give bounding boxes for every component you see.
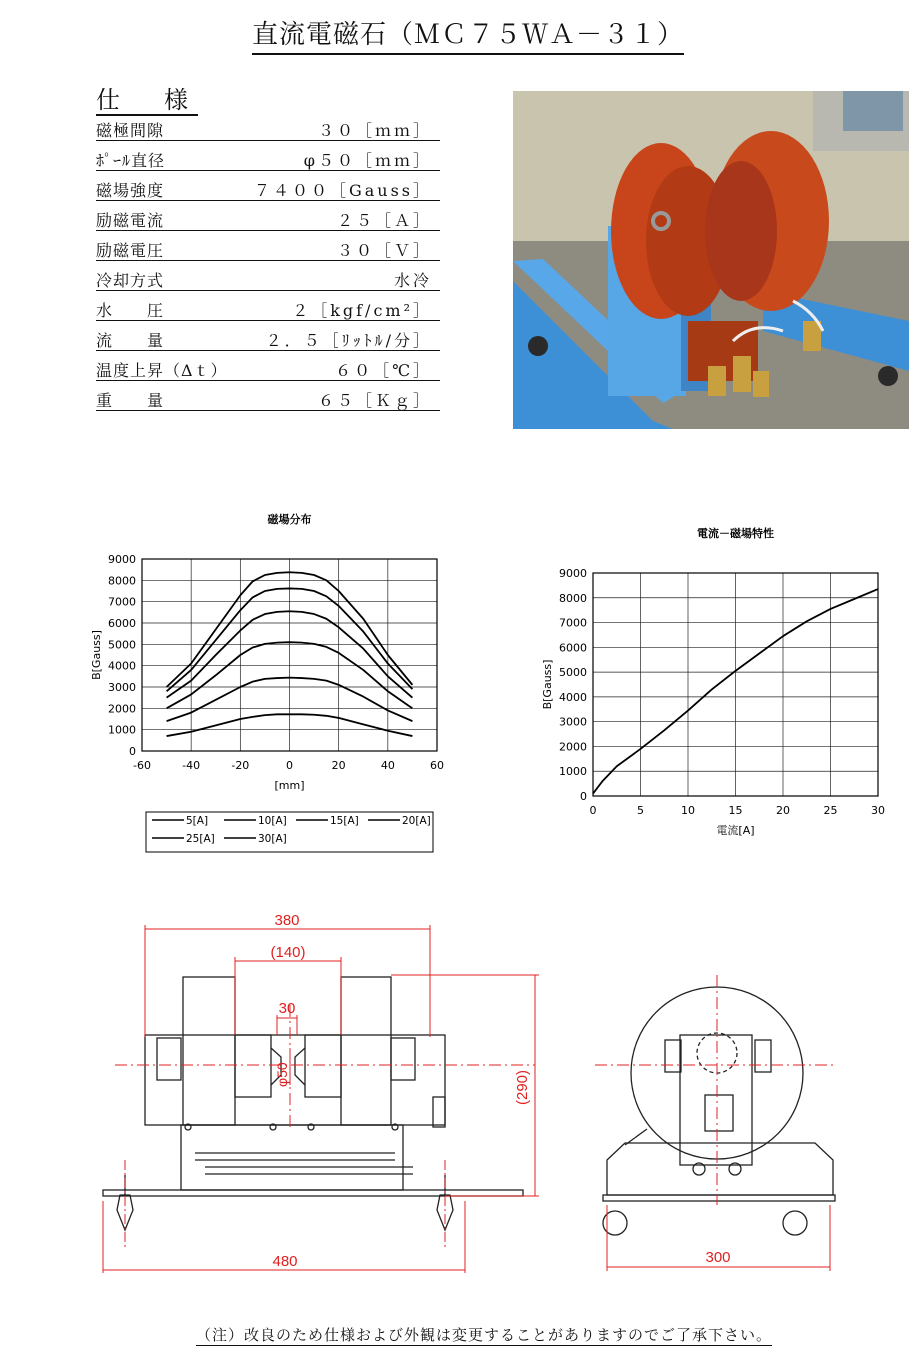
y-tick-label: 1000 — [559, 765, 587, 779]
y-tick-label: 1000 — [108, 723, 136, 737]
spec-value: ３０［ｍｍ］ — [317, 121, 432, 140]
x-axis-label: [mm] — [274, 779, 305, 792]
technical-drawing — [95, 905, 840, 1280]
spec-row — [96, 114, 440, 141]
spec-row — [96, 264, 440, 291]
y-tick-label: 2000 — [108, 702, 136, 716]
spec-label: 磁場強度 — [96, 181, 165, 200]
legend-label: 10[A] — [258, 815, 287, 827]
spec-label: 磁極間隙 — [96, 121, 165, 140]
x-tick-label: 20 — [776, 804, 790, 817]
x-tick-label: 60 — [430, 759, 444, 772]
spec-row — [96, 384, 440, 411]
chart-title: 電流－磁場特性 — [697, 527, 774, 540]
spec-label: 温度上昇（Δｔ） — [96, 361, 228, 380]
spec-value: ６０［℃］ — [335, 361, 432, 380]
spec-value: ７４００［Gauss］ — [253, 181, 432, 200]
x-tick-label: -20 — [231, 759, 250, 772]
page-title: 直流電磁石（ＭＣ７５ＷＡ－３１） — [252, 14, 684, 55]
current-field-chart — [525, 520, 895, 850]
y-tick-label: 6000 — [559, 641, 587, 655]
spec-row — [96, 294, 440, 321]
spec-row — [96, 354, 440, 381]
spec-row — [96, 324, 440, 351]
y-axis-label: B[Gauss] — [541, 659, 554, 710]
spec-value: ２．５［ﾘｯﾄﾙ/分］ — [265, 331, 432, 350]
spec-label: 励磁電圧 — [96, 241, 165, 260]
legend-label: 25[A] — [186, 833, 215, 845]
x-tick-label: 20 — [331, 759, 346, 772]
dim-gap: 30 — [278, 1000, 296, 1017]
spec-label: 流 量 — [96, 331, 165, 350]
y-tick-label: 9000 — [108, 553, 136, 566]
spec-value: ２［kgf/cm²］ — [292, 301, 432, 320]
y-tick-label: 7000 — [108, 595, 136, 609]
y-tick-label: 4000 — [559, 690, 587, 704]
y-tick-label: 3000 — [108, 681, 136, 694]
dim-base-width: 480 — [272, 1253, 298, 1270]
x-tick-label: 10 — [681, 804, 695, 817]
spec-row — [96, 174, 440, 201]
x-tick-label: 30 — [871, 804, 885, 817]
y-tick-label: 8000 — [108, 574, 136, 588]
chart-title: 磁場分布 — [267, 513, 312, 526]
y-tick-label: 0 — [129, 745, 136, 758]
spec-value: ６５［Ｋｇ］ — [317, 391, 432, 410]
y-tick-label: 2000 — [559, 740, 587, 754]
x-tick-label: -40 — [182, 759, 201, 772]
field-distribution-chart — [85, 505, 445, 855]
spec-value: 水冷 — [393, 271, 432, 290]
y-tick-label: 0 — [580, 790, 587, 803]
dim-pole-span: (140) — [270, 944, 306, 961]
spec-label: 水 圧 — [96, 301, 165, 320]
spec-value: ３０［Ｖ］ — [336, 241, 432, 260]
x-tick-label: 0 — [589, 804, 597, 817]
x-tick-label: 0 — [286, 759, 293, 772]
dim-pole-dia: φ50 — [274, 1062, 290, 1087]
front-view — [103, 977, 523, 1230]
legend-label: 20[A] — [402, 815, 431, 827]
disclaimer-note: （注）改良のため仕様および外観は変更することがありますのでご了承下さい。 — [196, 1326, 773, 1344]
y-tick-label: 6000 — [108, 617, 136, 630]
y-tick-label: 4000 — [108, 659, 136, 673]
spec-row — [96, 234, 440, 261]
spec-label: 重 量 — [96, 391, 165, 410]
y-axis-label: B[Gauss] — [90, 630, 103, 680]
y-tick-label: 7000 — [559, 616, 587, 630]
y-tick-label: 9000 — [559, 567, 587, 580]
x-tick-label: 25 — [823, 804, 838, 817]
spec-label: 励磁電流 — [96, 211, 165, 230]
side-view — [603, 987, 835, 1235]
legend-label: 15[A] — [330, 815, 359, 827]
spec-row — [96, 204, 440, 231]
spec-label: ﾎﾟｰﾙ直径 — [96, 151, 166, 170]
spec-value: ２５［Ａ］ — [336, 211, 432, 230]
x-axis-label: 電流[A] — [716, 824, 755, 837]
y-tick-label: 5000 — [108, 638, 136, 652]
x-tick-label: 40 — [380, 759, 395, 772]
spec-label: 冷却方式 — [96, 271, 165, 290]
product-photo — [513, 91, 909, 429]
y-tick-label: 5000 — [559, 666, 587, 680]
legend-label: 5[A] — [186, 815, 209, 827]
y-tick-label: 8000 — [559, 591, 587, 605]
spec-value: φ５０［ｍｍ］ — [303, 151, 432, 170]
spec-row — [96, 144, 440, 171]
y-tick-label: 3000 — [559, 715, 587, 729]
spec-heading: 仕 様 — [96, 86, 198, 114]
dim-side-base: 300 — [705, 1249, 731, 1266]
x-tick-label: -60 — [133, 759, 151, 772]
x-tick-label: 15 — [728, 804, 743, 817]
legend-label: 30[A] — [258, 833, 287, 845]
x-tick-label: 5 — [637, 804, 644, 817]
dim-height: (290) — [514, 1069, 531, 1105]
dim-width-top: 380 — [274, 912, 300, 929]
